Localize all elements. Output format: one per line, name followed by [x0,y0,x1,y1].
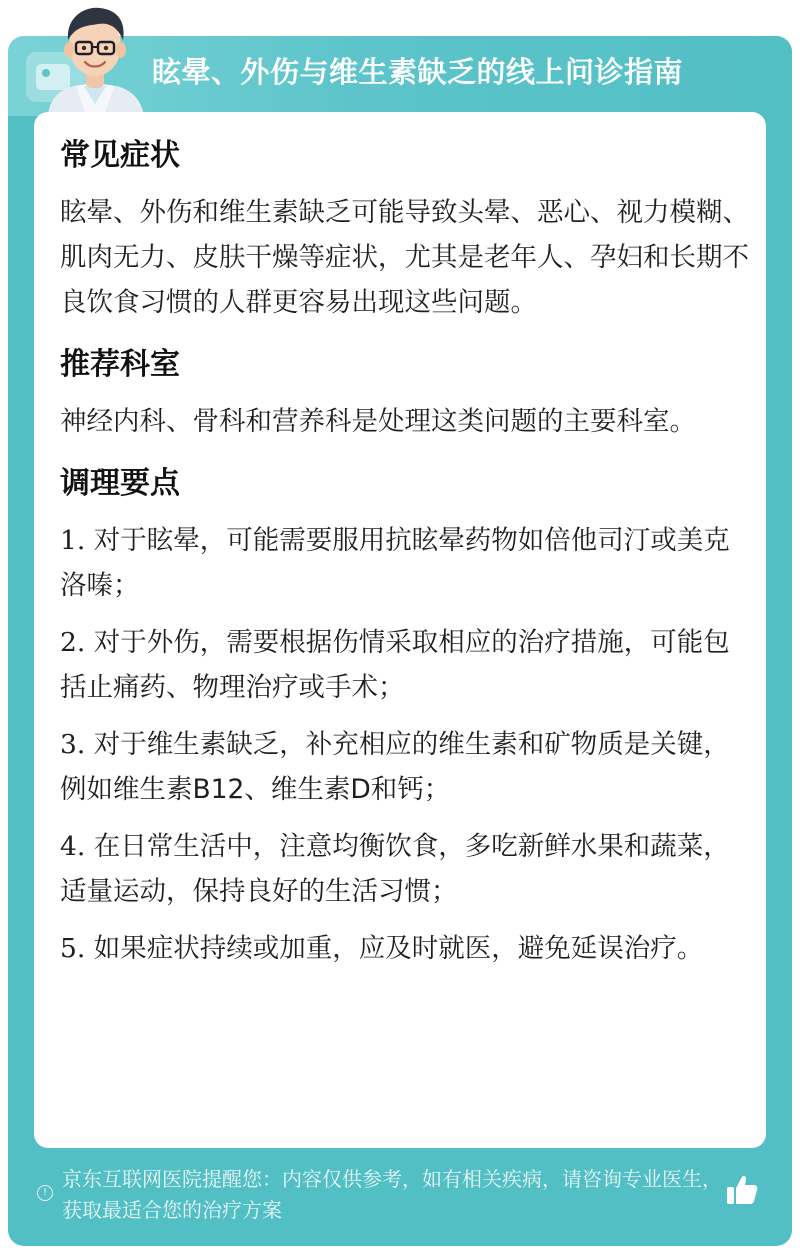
footer-disclaimer: 京东互联网医院提醒您：内容仅供参考，如有相关疾病，请咨询专业医生，获取最适合您的治疗方案 [62,1167,722,1222]
section-text-symptoms: 眩晕、外伤和维生素缺乏可能导致头晕、恶心、视力模糊、肌肉无力、皮肤干燥等症状，尤其是老年人、孕妇和长期不良饮食习惯的人群更容易出现这些问题。 [60,197,749,318]
section-text-department: 神经内科、骨科和营养科是处理这类问题的主要科室。 [60,406,696,437]
content-body [60,134,750,983]
list-item-text: 如果症状持续或加重，应及时就医，避免延误治疗。 [93,933,704,964]
list-item-number: 1. [60,525,86,556]
list-item [60,926,750,971]
list-item-text: 对于眩晕，可能需要服用抗眩晕药物如倍他司汀或美克洛嗪； [60,525,730,601]
list-item-number: 4. [60,831,86,862]
list-item-text: 在日常生活中，注意均衡饮食，多吃新鲜水果和蔬菜，适量运动，保持良好的生活习惯； [60,831,730,907]
section-title-department: 推荐科室 [60,347,180,382]
list-item-number: 5. [60,933,86,964]
list-item-number: 2. [60,627,86,658]
list-item-text: 对于外伤，需要根据伤情采取相应的治疗措施，可能包括止痛药、物理治疗或手术； [60,627,730,703]
info-icon: ! [37,1185,53,1201]
content-card [34,112,766,1148]
list-item-number: 3. [60,729,86,760]
doctor-avatar-icon [40,0,150,116]
section-title-symptoms: 常见症状 [60,138,180,173]
page-title: 眩晕、外伤与维生素缺乏的线上问诊指南 [152,55,684,89]
thumbs-up-icon[interactable] [724,1172,760,1208]
list-item [60,518,750,608]
list-item [60,620,750,710]
section-title-care: 调理要点 [60,466,180,501]
list-item-text: 对于维生素缺乏，补充相应的维生素和矿物质是关键，例如维生素B12、维生素D和钙； [60,729,730,805]
list-item [60,824,750,914]
list-item [60,722,750,812]
footer [34,1162,766,1232]
